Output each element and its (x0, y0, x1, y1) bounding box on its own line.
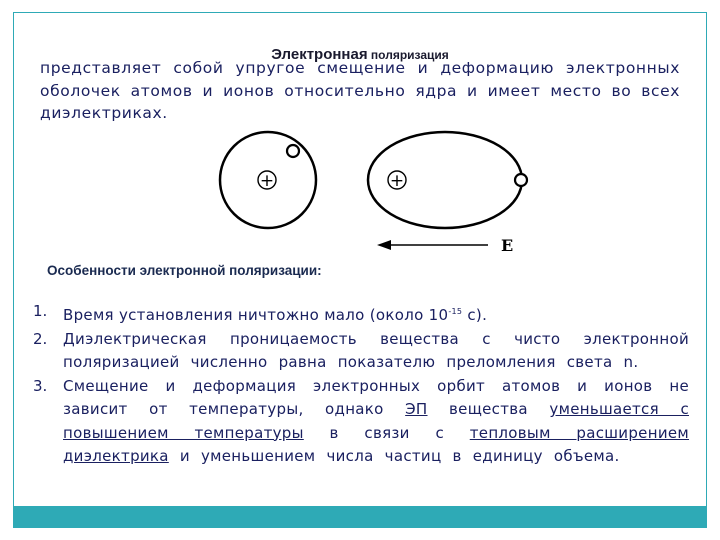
link-decreases-with-temperature[interactable]: уменьшается с повышением температуры (63, 400, 689, 442)
feature-1-exponent: -15 (448, 307, 463, 316)
electron-2 (515, 174, 527, 186)
intro-paragraph: представляет собой упругое смещение и деформацию электронных оболочек атомов и ионов относительно ядра и имеет место во всех диэлектриках. (40, 59, 680, 122)
feature-3-text-3: в связи с (303, 423, 470, 442)
feature-2-text: Диэлектрическая проницаемость вещества с чисто электронной поляризацией численно равна показателю преломления света n. (63, 329, 689, 371)
field-label: E (501, 236, 514, 255)
feature-text (63, 375, 689, 469)
link-thermal-expansion[interactable]: тепловым расширением диэлектрика (63, 423, 690, 465)
feature-item-1 (33, 300, 689, 328)
feature-1-unit: с). (462, 306, 488, 324)
features-list (33, 300, 689, 469)
feature-number: 2. (33, 329, 48, 348)
features-heading: Особенности электронной поляризации: (47, 263, 322, 278)
feature-text (63, 300, 689, 328)
feature-number: 3. (33, 376, 48, 395)
link-ep[interactable]: ЭП (405, 400, 428, 418)
feature-3-text-4: и уменьшением числа частиц в единицу объема. (168, 447, 620, 465)
electron-1 (287, 145, 299, 157)
feature-number: 1. (33, 302, 48, 320)
nucleus-symbol-1: + (259, 171, 275, 191)
title-part-2: поляризация (367, 48, 449, 62)
feature-3-text-1: Смещение и деформация электронных орбит атомов и ионов не зависит от температуры, однако (63, 376, 689, 418)
nucleus-symbol-2: + (389, 171, 405, 191)
title-part-1: Электронная (271, 46, 368, 63)
field-arrow-head (377, 240, 391, 250)
feature-item-3 (33, 375, 689, 469)
feature-3-text-2: вещества (427, 400, 550, 418)
feature-item-2 (33, 328, 689, 375)
footer-bar (13, 506, 707, 528)
feature-1-text: Время установления ничтожно мало (около 10 (63, 306, 449, 324)
